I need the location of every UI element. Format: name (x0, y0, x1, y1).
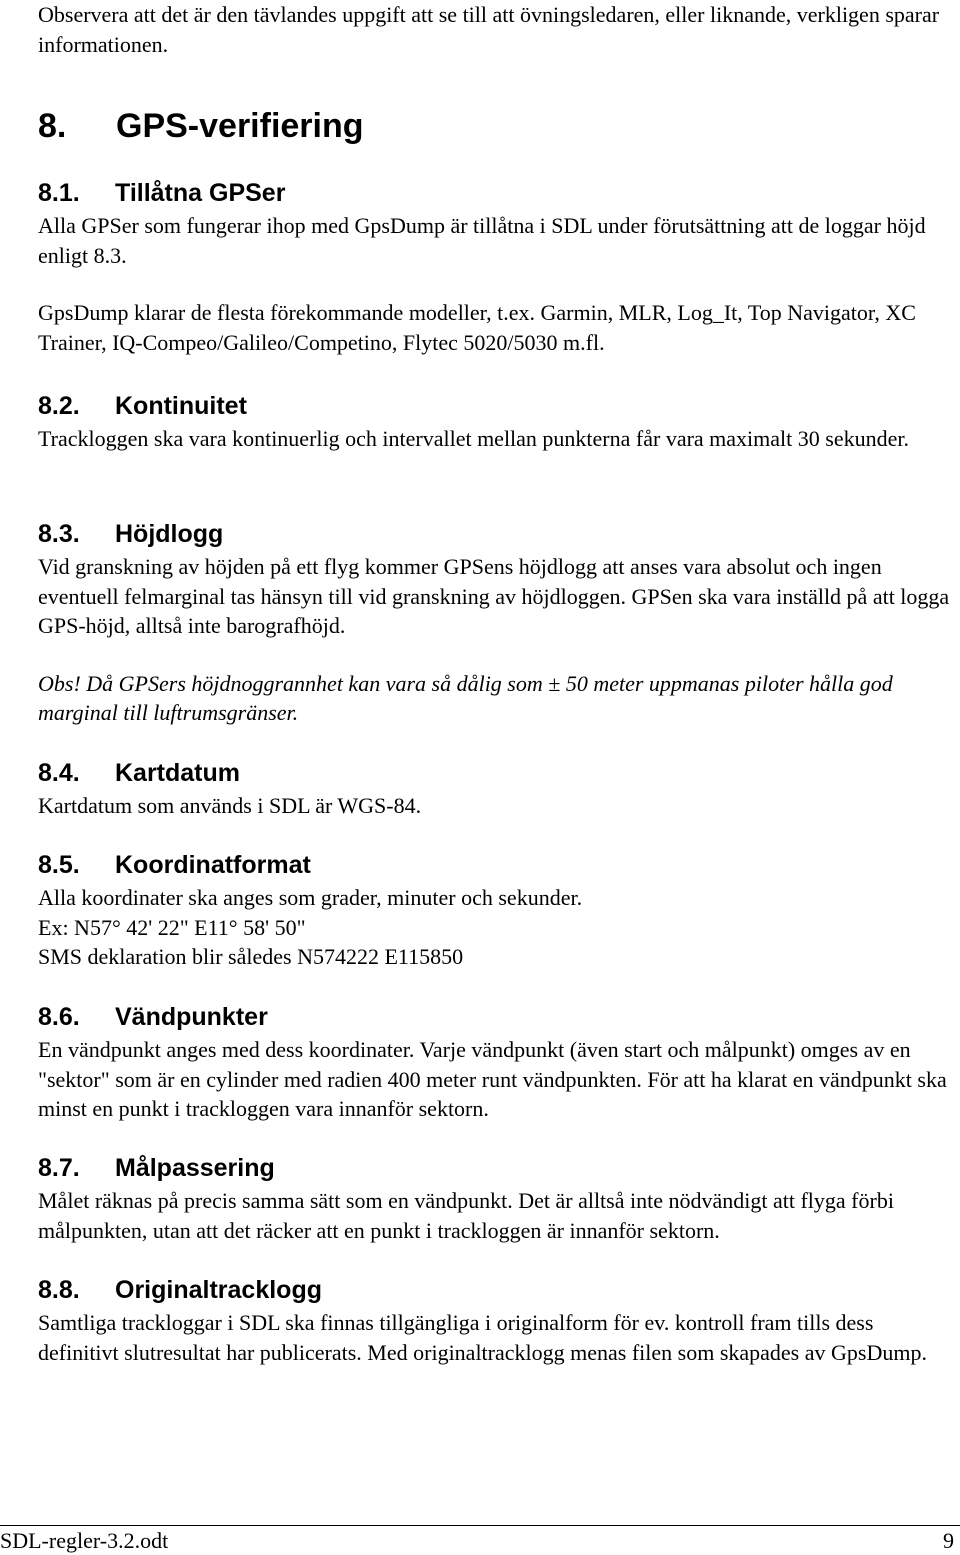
section-heading (38, 1275, 956, 1305)
section-8-7 (38, 1153, 956, 1245)
section-number: 8.2. (38, 392, 80, 420)
obs-note: Obs! Då GPSers höjdnoggrannhet kan vara så dålig som ± 50 meter uppmanas piloter hålla god marginal till luftrumsgränser. (38, 670, 893, 725)
section-number: 8.8. (38, 1276, 80, 1304)
section-heading (38, 178, 956, 208)
section-heading (38, 519, 956, 549)
section-number: 8.1. (38, 179, 80, 207)
section-paragraph: Alla GPSer som fungerar ihop med GpsDump är tillåtna i SDL under förutsättning att de loggar höjd enligt 8.3. (38, 213, 926, 268)
section-heading (38, 391, 956, 421)
section-heading (38, 1002, 956, 1032)
chapter-number: 8. (38, 107, 67, 145)
section-paragraph: Trackloggen ska vara kontinuerlig och intervallet mellan punkterna får vara maximalt 30 sekunder. (38, 426, 909, 451)
section-title: Kartdatum (115, 759, 241, 787)
section-title: Vändpunkter (115, 1003, 268, 1031)
footer-filename: SDL-regler-3.2.odt (0, 1528, 169, 1553)
section-heading (38, 1153, 956, 1183)
section-paragraph: Målet räknas på precis samma sätt som en vändpunkt. Det är alltså inte nödvändigt att flyga förbi målpunkten, utan att det räcker att en punkt i trackloggen är innanför sektorn. (38, 1188, 894, 1243)
section-paragraph: Samtliga trackloggar i SDL ska finnas tillgängliga i originalform för ev. kontroll fram tills dess definitivt slutresultat har publicerats. Med originaltracklogg menas filen som skapades av GpsDump. (38, 1310, 927, 1365)
section-paragraph: Vid granskning av höjden på ett flyg kommer GPSens höjdlogg att anses vara absolut och ingen eventuell felmarginal tas hänsyn till vid granskning av höjdloggen. GPSen ska vara inställd på att logga GPS-höjd, alltså inte barografhöjd. (38, 554, 950, 638)
section-heading (38, 850, 956, 880)
section-title: Originaltracklogg (115, 1276, 322, 1304)
section-8-3 (38, 519, 956, 728)
section-8-5 (38, 850, 956, 972)
section-heading (38, 758, 956, 788)
section-paragraph: GpsDump klarar de flesta förekommande modeller, t.ex. Garmin, MLR, Log_It, Top Navigator, XC Trainer, IQ-Compeo/Galileo/Competino, Flytec 5020/5030 m.fl. (38, 300, 916, 355)
section-paragraph: En vändpunkt anges med dess koordinater. Varje vändpunkt (även start och målpunkt) omges av en "sektor" som är en cylinder med radien 400 meter runt vändpunkten. För att ha klarat en vändpunkt ska minst en punkt i trackloggen vara innanför sektorn. (38, 1037, 947, 1121)
section-8-1 (38, 178, 956, 357)
section-title: Koordinatformat (115, 851, 311, 879)
intro-paragraph (38, 0, 956, 59)
section-title: Tillåtna GPSer (115, 179, 286, 207)
chapter-heading (38, 106, 364, 146)
footer-page-number: 9 (943, 1528, 954, 1553)
section-8-6 (38, 1002, 956, 1124)
section-title: Kontinuitet (115, 392, 247, 420)
section-number: 8.7. (38, 1154, 80, 1182)
section-number: 8.5. (38, 851, 80, 879)
section-number: 8.6. (38, 1003, 80, 1031)
section-title: Målpassering (115, 1154, 275, 1182)
section-number: 8.3. (38, 520, 80, 548)
section-line: Alla koordinater ska anges som grader, minuter och sekunder. (38, 885, 583, 910)
section-line: Ex: N57° 42' 22" E11° 58' 50" (38, 914, 306, 940)
section-8-4 (38, 758, 956, 821)
section-title: Höjdlogg (115, 520, 224, 548)
section-number: 8.4. (38, 759, 80, 787)
section-line: SMS deklaration blir således N574222 E115850 (38, 944, 464, 969)
section-8-2 (38, 391, 956, 454)
section-8-8 (38, 1275, 956, 1367)
intro-text: Observera att det är den tävlandes uppgift att se till att övningsledaren, eller liknande, verkligen sparar informationen. (38, 2, 940, 57)
section-paragraph: Kartdatum som används i SDL är WGS-84. (38, 793, 422, 818)
page-footer (0, 1525, 960, 1555)
chapter-title: GPS-verifiering (116, 107, 364, 145)
